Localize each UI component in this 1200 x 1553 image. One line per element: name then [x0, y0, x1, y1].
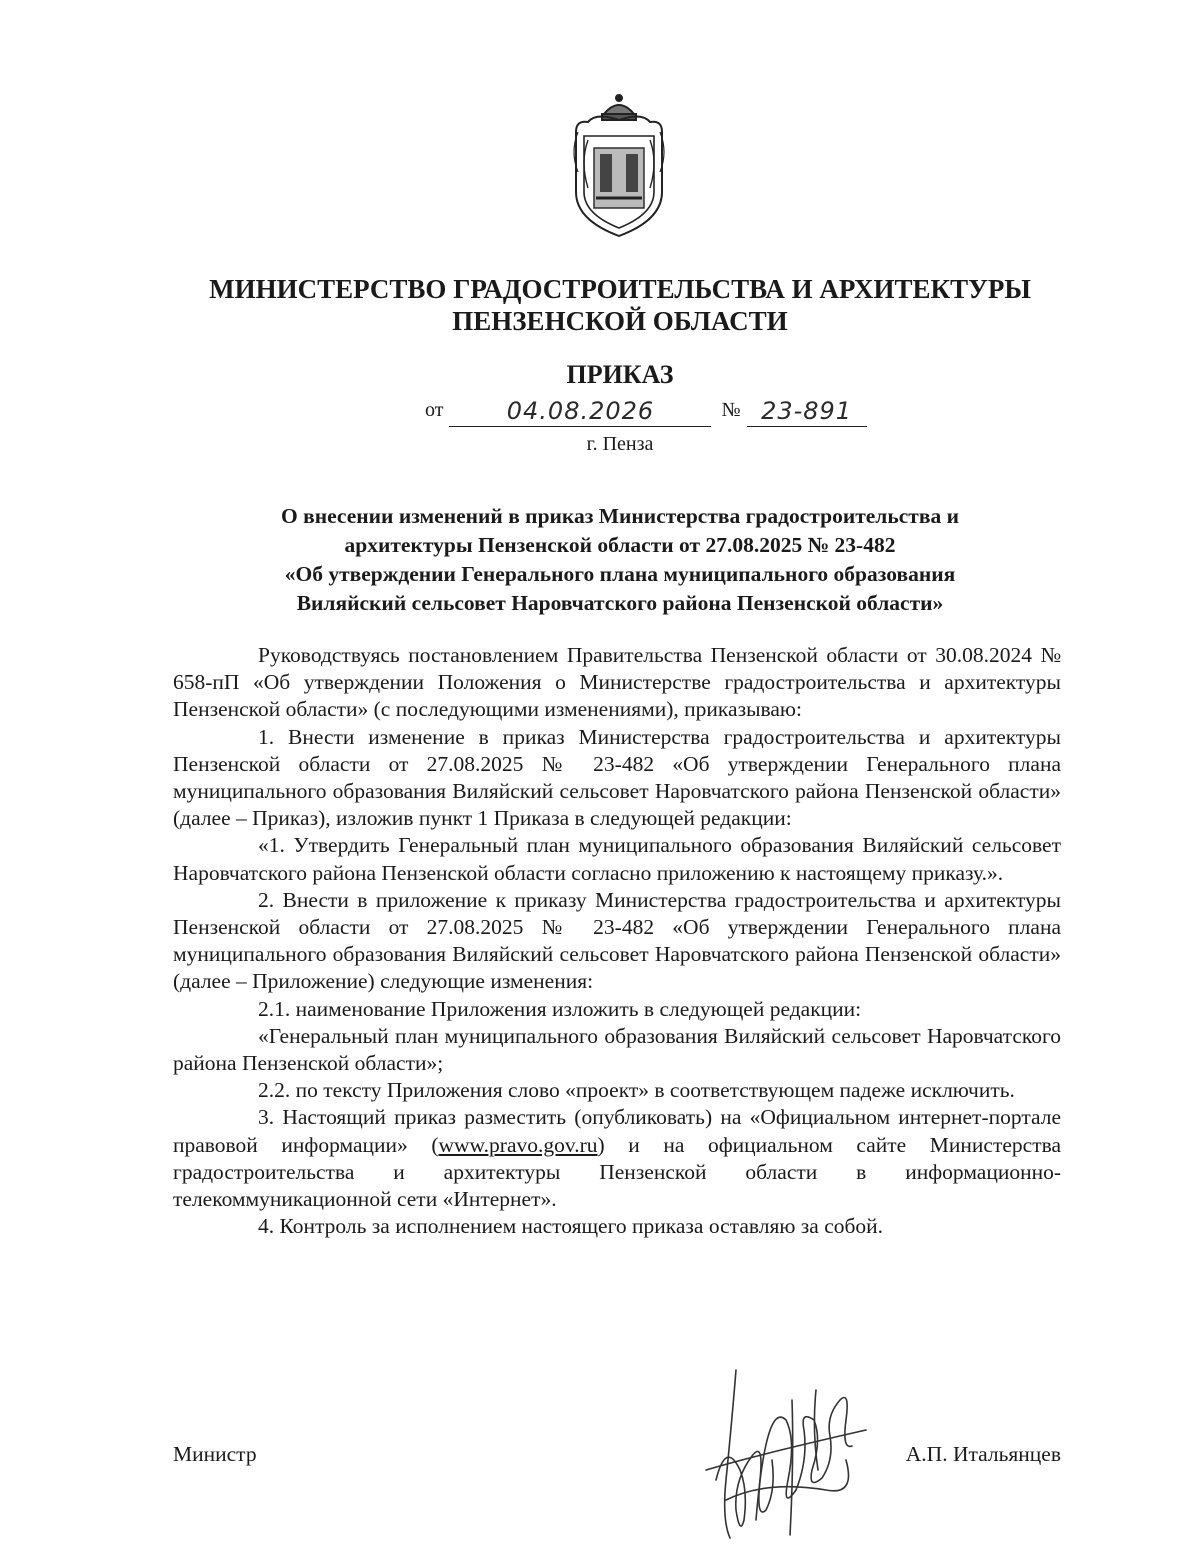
- ministry-name: [150, 273, 1090, 337]
- clause-3-text-start: 3. Настоящий приказ разместить (опубликовать) на «Официальном интернет-портале правовой информации» (: [173, 1105, 1061, 1157]
- document-type: ПРИКАЗ: [566, 360, 674, 389]
- clause-2-1-quote: «Генеральный план муниципального образования Виляйский сельсовет Наровчатского района Пензенской области»;: [173, 1023, 1061, 1076]
- handwritten-date: 04.08.2026: [449, 396, 711, 427]
- clause-2-2: 2.2. по тексту Приложения слово «проект» в соответствующем падеже исключить.: [258, 1078, 1015, 1103]
- title-line1: О внесении изменений в приказ Министерства градостроительства и: [281, 504, 959, 528]
- clause-1: 1. Внести изменение в приказ Министерства градостроительства и архитектуры Пензенской области от 27.08.2025 № 23-482 «Об утверждении Генерального плана муниципального образования Виляйский сельсовет Наровчатского района Пензенской области» (далее – Приказ), изложив пункт 1 Приказа в следующей редакции:: [173, 724, 1061, 831]
- document-body: [173, 642, 1061, 1240]
- penza-coat-of-arms-icon: [566, 92, 672, 240]
- title-line3: «Об утверждении Генерального плана муниципального образования: [284, 562, 956, 586]
- clause-3-text-end: ) и на официальном сайте Министерства градостроительства и архитектуры Пензенской области в информационно-телекоммуникационной сети «Интернет».: [173, 1132, 1062, 1212]
- signatory-position: Министр: [173, 1442, 257, 1466]
- date-number-line: [425, 393, 867, 427]
- clause-3: [173, 1104, 1061, 1213]
- clause-2-1: 2.1. наименование Приложения изложить в следующей редакции:: [258, 996, 862, 1021]
- title-line2: архитектуры Пензенской области от 27.08.2025 № 23-482: [344, 533, 896, 557]
- clause-4: 4. Контроль за исполнением настоящего приказа оставляю за собой.: [258, 1214, 884, 1239]
- clause-2: 2. Внести в приложение к приказу Министерства градостроительства и архитектуры Пензенской области от 27.08.2025 № 23-482 «Об утверждении Генерального плана муниципального образования Виляйский сельсовет Наровчатского района Пензенской области» (далее – Приложение) следующие изменения:: [173, 887, 1061, 994]
- pravo-link[interactable]: www.pravo.gov.ru: [438, 1132, 598, 1157]
- handwritten-signature-icon: [696, 1360, 876, 1545]
- number-prefix: №: [721, 399, 741, 421]
- title-line4: Виляйский сельсовет Наровчатского района Пензенской области»: [296, 591, 944, 615]
- document-title: [180, 502, 1060, 618]
- city: г. Пенза: [586, 433, 654, 455]
- handwritten-number: 23-891: [747, 396, 867, 427]
- date-prefix: от: [425, 399, 444, 421]
- ministry-name-line2: ПЕНЗЕНСКОЙ ОБЛАСТИ: [452, 306, 788, 336]
- preamble-paragraph: Руководствуясь постановлением Правительства Пензенской области от 30.08.2024 № 658-пП «Об утверждении Положения о Министерстве градостроительства и архитектуры Пензенской области» (с последующими изменениями), приказываю:: [173, 643, 1061, 722]
- clause-1-quote: «1. Утвердить Генеральный план муниципального образования Виляйский сельсовет Наровчатского района Пензенской области согласно приложению к настоящему приказу.».: [173, 833, 1061, 885]
- ministry-name-line1: МИНИСТЕРСТВО ГРАДОСТРОИТЕЛЬСТВА И АРХИТЕКТУРЫ: [209, 274, 1031, 304]
- signatory-name: А.П. Итальянцев: [905, 1442, 1061, 1466]
